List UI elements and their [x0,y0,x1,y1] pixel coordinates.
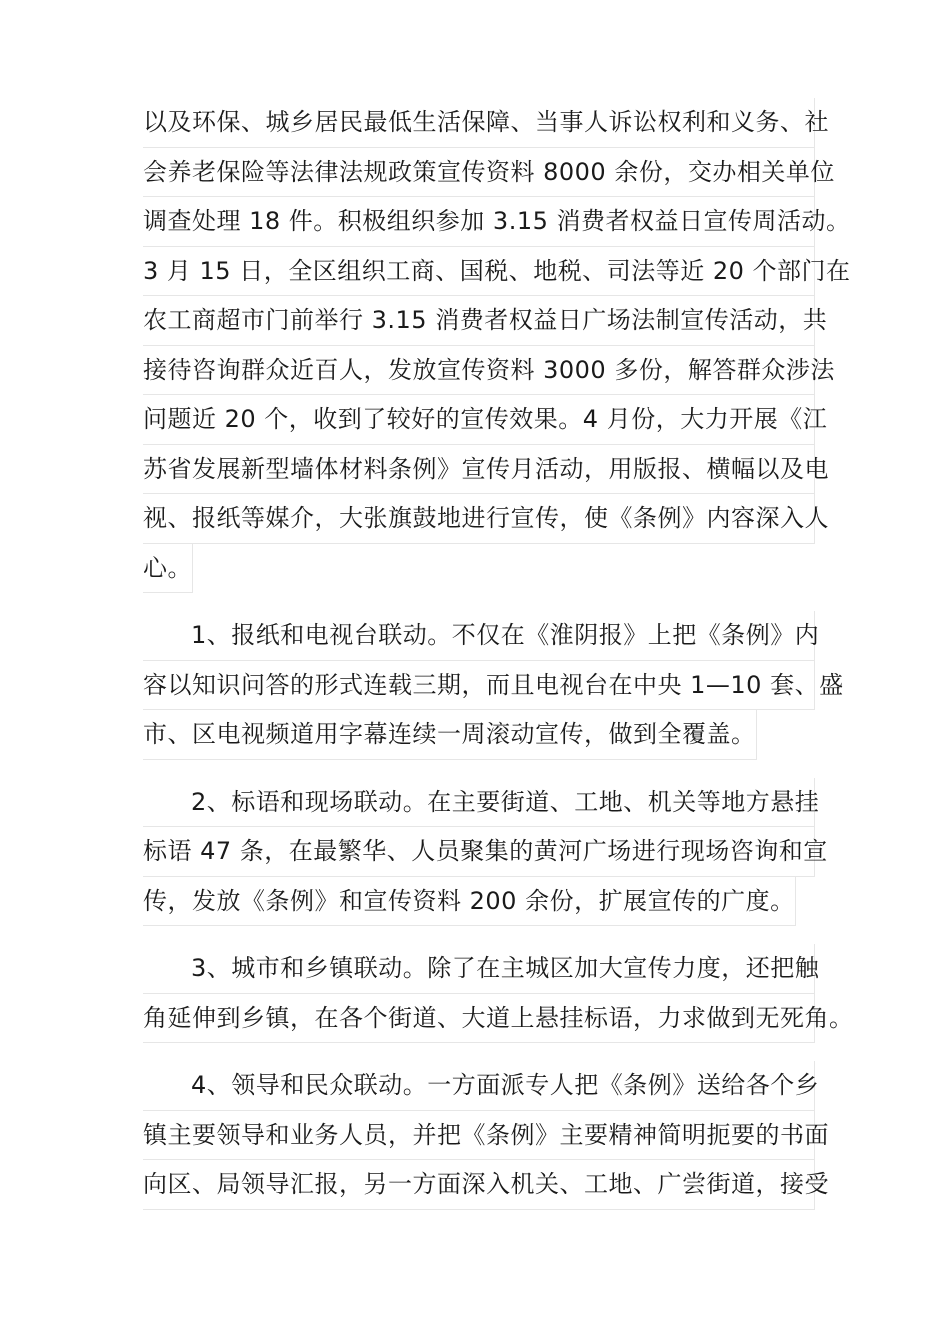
text-line: 苏省发展新型墙体材料条例》宣传月活动，用版报、横幅以及电 [143,445,815,495]
text-line: 心。 [143,544,193,594]
paragraph-item-4 [143,1061,829,1210]
text-line: 容以知识问答的形式连载三期，而且电视台在中央 1—10 套、盛 [143,661,815,711]
text-line: 镇主要领导和业务人员，并把《条例》主要精神简明扼要的书面 [143,1111,815,1161]
text-line: 4、领导和民众联动。一方面派专人把《条例》送给各个乡 [143,1061,815,1111]
paragraph-intro [143,98,851,593]
paragraph-spacer [143,1043,815,1061]
text-line: 传，发放《条例》和宣传资料 200 余份，扩展宣传的广度。 [143,877,796,927]
text-line: 向区、局领导汇报，另一方面深入机关、工地、广尝街道，接受 [143,1160,815,1210]
text-line: 标语 47 条，在最繁华、人员聚集的黄河广场进行现场咨询和宣 [143,827,815,877]
text-line: 农工商超市门前举行 3.15 消费者权益日广场法制宣传活动，共 [143,296,815,346]
text-line: 问题近 20 个，收到了较好的宣传效果。4 月份，大力开展《江 [143,395,815,445]
text-line: 1、报纸和电视台联动。不仅在《淮阴报》上把《条例》内 [143,611,815,661]
text-line: 2、标语和现场联动。在主要街道、工地、机关等地方悬挂 [143,778,815,828]
text-line: 3 月 15 日，全区组织工商、国税、地税、司法等近 20 个部门在 [143,247,815,297]
text-line: 调查处理 18 件。积极组织参加 3.15 消费者权益日宣传周活动。 [143,197,815,247]
text-line: 角延伸到乡镇，在各个街道、大道上悬挂标语，力求做到无死角。 [143,994,815,1044]
text-line: 3、城市和乡镇联动。除了在主城区加大宣传力度，还把触 [143,944,815,994]
paragraph-spacer [143,760,815,778]
document-body [143,98,854,1210]
paragraph-spacer [143,593,815,611]
paragraph-spacer [143,926,815,944]
text-line: 以及环保、城乡居民最低生活保障、当事人诉讼权利和义务、社 [143,98,815,148]
text-line: 市、区电视频道用字幕连续一周滚动宣传，做到全覆盖。 [143,710,757,760]
paragraph-item-1 [143,611,844,760]
text-line: 视、报纸等媒介，大张旗鼓地进行宣传，使《条例》内容深入人 [143,494,815,544]
paragraph-item-3 [143,944,854,1043]
text-line: 会养老保险等法律法规政策宣传资料 8000 余份，交办相关单位 [143,148,815,198]
text-line: 接待咨询群众近百人，发放宣传资料 3000 多份，解答群众涉法 [143,346,815,396]
paragraph-item-2 [143,778,828,927]
